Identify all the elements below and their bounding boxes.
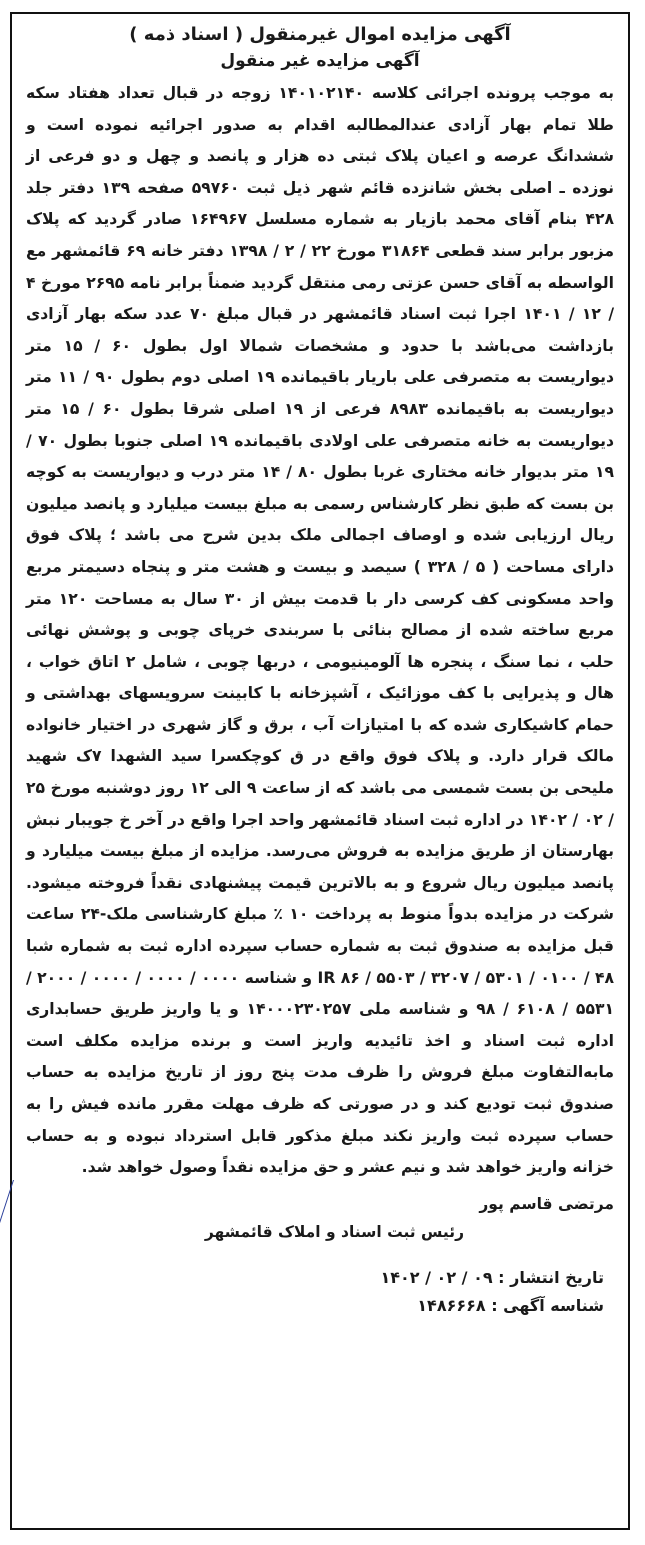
- notice-frame: [10, 12, 630, 1530]
- notice-subtitle: آگهی مزایده غیر منقول: [220, 51, 420, 71]
- notice-title: آگهی مزایده اموال غیرمنقول ( اسناد ذمه ): [129, 24, 511, 45]
- notice-id: شناسه آگهی : ۱۴۸۶۶۶۸: [417, 1295, 604, 1315]
- publication-date: تاریخ انتشار : ۰۹ / ۰۲ / ۱۴۰۲: [380, 1267, 604, 1287]
- signer-name: مرتضی قاسم پور: [479, 1194, 614, 1213]
- signer-title: رئیس ثبت اسناد و املاک قائمشهر: [204, 1222, 464, 1241]
- notice-body: به موجب پرونده اجرائی کلاسه ۱۴۰۱۰۲۱۴۰ زوجه در قبال تعداد هفتاد سکه طلا تمام بهار آزادی عندالمطالبه اقدام به صدور اجرائیه نموده است و ششدانگ عرصه و اعیان پلاک ثبتی ده هزار و پانصد و چهل و دو فرعی از نوزده ـ اصلی بخش شانزده قائم شهر ذیل ثبت ۵۹۷۶۰ صفحه ۱۳۹ دفتر جلد ۴۲۸ بنام آقای محمد بازیار به شماره مسلسل ۱۶۴۹۶۷ صادر گردید که پلاک مزبور برابر سند قطعی ۳۱۸۶۴ مورخ ۲۲ / ۲ / ۱۳۹۸ دفتر خانه ۶۹ قائمشهر مع الواسطه به آقای حسن عزتی رمی منتقل گردید ضمناً برابر نامه ۲۶۹۵ مورخ ۴ / ۱۲ / ۱۴۰۱ اجرا ثبت اسناد قائمشهر در قبال مبلغ ۷۰ عدد سکه بهار آزادی بازداشت می‌باشد با حدود و مشخصات شمالا اول بطول ۶۰ / ۱۵ متر دیواریست به متصرفی علی باریار باقیمانده ۱۹ اصلی دوم بطول ۹۰ / ۱۱ متر دیواریست به باقیمانده ۸۹۸۳ فرعی از ۱۹ اصلی شرقا بطول ۶۰ / ۱۵ متر دیواریست به خانه متصرفی علی اولادی باقیمانده ۱۹ اصلی جنوبا بطول ۷۰ / ۱۹ متر بدیوار خانه مختاری غربا بطول ۸۰ / ۱۴ متر درب و دیواریست به کوچه بن بست که طبق نظر کارشناس رسمی به مبلغ بیست میلیارد و پانصد میلیون ریال ارزیابی شده و اوصاف اجمالی ملک بدین شرح می باشد ؛ پلاک فوق دارای مساحت ( ۵ / ۳۲۸ ) سیصد و بیست و هشت متر و پنجاه دسیمتر مربع واحد مسکونی کف کرسی دار با قدمت بیش از ۳۰ سال به مساحت ۱۲۰ متر مربع ساخته شده از مصالح بنائی با سربندی خرپای چوبی و پوشش نهائی حلب ، نما سنگ ، پنجره ها آلومینیومی ، دربها چوبی ، شامل ۲ اتاق خواب ، هال و پذیرایی با کف موزائیک ، آشپزخانه با کابینت سرویسهای بهداشتی و حمام کاشیکاری شده که با امتیازات آب ، برق و گاز شهری در اختیار خانواده مالک قرار دارد. و پلاک فوق واقع در ق کوچکسرا سید الشهدا ۷ک شهید ملیحی بن بست شمسی می باشد که از ساعت ۹ الی ۱۲ روز دوشنبه مورخ ۲۵ / ۰۲ / ۱۴۰۲ در اداره ثبت اسناد قائمشهر واحد اجرا واقع در آخر خ جویبار نبش بهارستان از طریق مزایده به فروش می‌رسد. مزایده از مبلغ بیست میلیارد و پانصد میلیون ریال شروع و به بالاترین قیمت پیشنهادی نقداً فروخته میشود. شرکت در مزایده بدواً منوط به پرداخت ۱۰ ٪ مبلغ کارشناسی ملک-۲۴ ساعت قبل مزایده به صندوق ثبت به شماره حساب سپرده اداره ثبت به شماره شبا IR ۸۶ / ۵۵۰۳ / ۳۲۰۷ / ۵۳۰۱ / ۰۱۰۰ / ۴۸ و شناسه ۰۰۰۰ / ۰۰۰۰ / ۰۰۰۰ / ۲۰۰۰ / ۵۵۳۱ / ۶۱۰۸ / ۹۸ و شناسه ملی ۱۴۰۰۰۲۳۰۲۵۷ و یا واریز طریق حسابداری اداره ثبت اسناد و اخذ تائیدیه واریز است و برنده مزایده مکلف است مابه‌التفاوت مبلغ فروش را ظرف مدت پنج روز از تاریخ مزایده به حساب صندوق ثبت تودیع کند و در صورتی که ظرف مهلت مقرر مانده فیش را به حساب سپرده ثبت واریز نکند مبلغ مذکور قابل استرداد نبوده و به حساب خزانه واریز خواهد شد و نیم عشر و حق مزایده نقداً وصول خواهد شد.: [26, 84, 615, 1177]
- publication-info: [26, 1264, 614, 1320]
